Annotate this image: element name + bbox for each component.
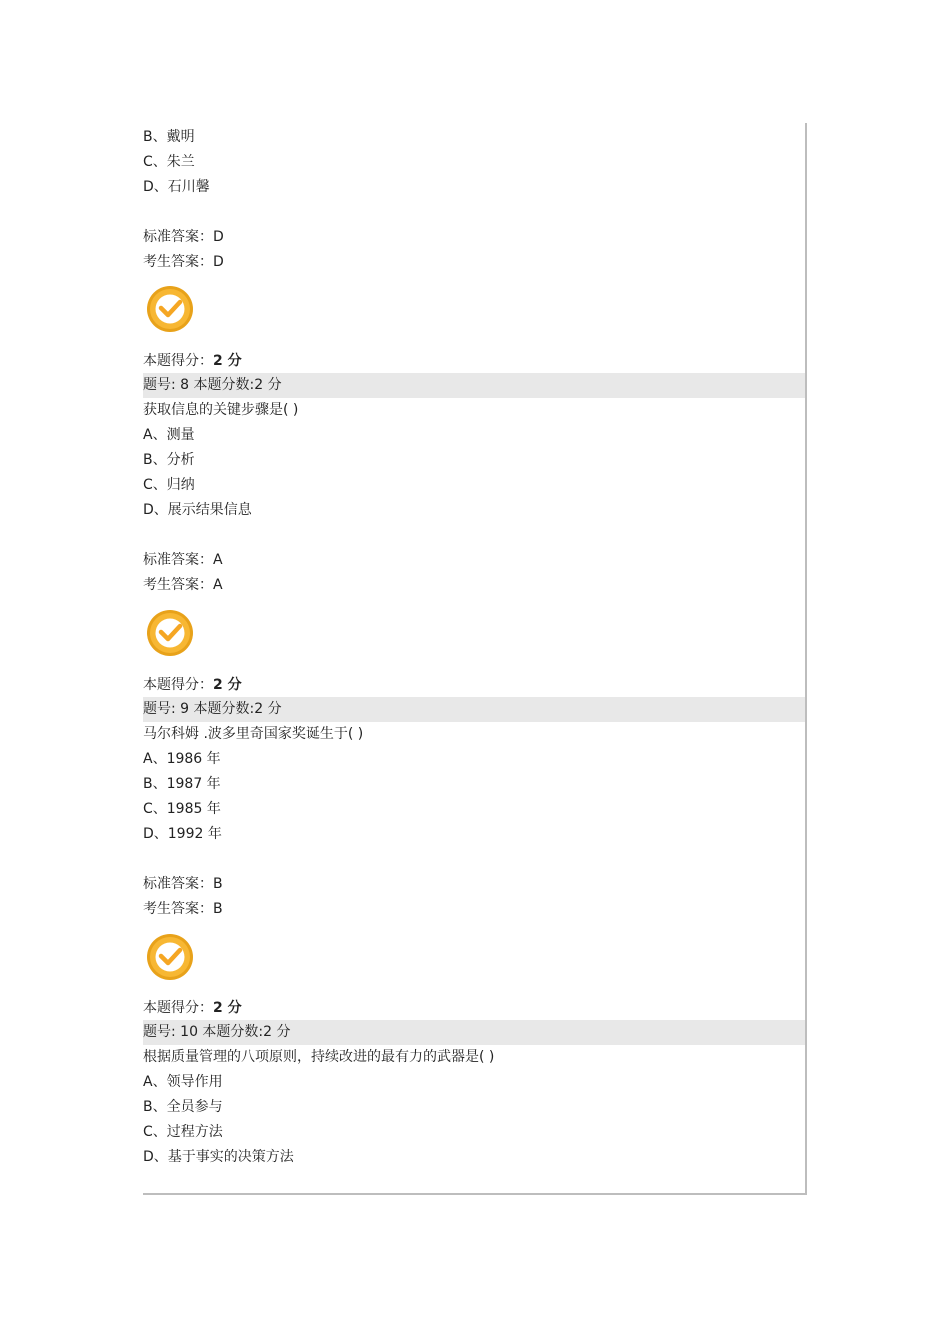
student-answer-value: B: [213, 901, 223, 917]
standard-answer-label: 标准答案：: [143, 876, 213, 892]
option-b: B、1987 年: [143, 776, 221, 792]
check-circle-icon: [145, 608, 195, 658]
score-value: 2 分: [213, 677, 242, 693]
score-label: 本题得分：: [143, 353, 213, 369]
option-d: D、基于事实的决策方法: [143, 1149, 294, 1165]
option-a: A、测量: [143, 427, 195, 443]
option-a: A、领导作用: [143, 1074, 223, 1090]
score-value: 2 分: [213, 1000, 242, 1016]
option-b: B、分析: [143, 452, 195, 468]
option-b: B、戴明: [143, 129, 195, 145]
option-d: D、石川馨: [143, 179, 210, 195]
score-value: 2 分: [213, 353, 242, 369]
question-score: [143, 351, 242, 371]
option-b: B、全员参与: [143, 1099, 223, 1115]
standard-answer: [143, 550, 223, 570]
standard-answer-label: 标准答案：: [143, 552, 213, 568]
question-header: 题号: 9 本题分数:2 分: [143, 697, 805, 722]
student-answer-label: 考生答案：: [143, 901, 213, 917]
option-a: A、1986 年: [143, 751, 221, 767]
student-answer: [143, 252, 224, 272]
standard-answer: [143, 874, 223, 894]
option-c: C、1985 年: [143, 801, 221, 817]
standard-answer-value: D: [213, 229, 224, 245]
question-header: 题号: 8 本题分数:2 分: [143, 373, 805, 398]
standard-answer: [143, 227, 224, 247]
score-label: 本题得分：: [143, 677, 213, 693]
question-score: [143, 675, 242, 695]
option-d: D、展示结果信息: [143, 502, 252, 518]
student-answer-value: D: [213, 254, 224, 270]
student-answer-value: A: [213, 577, 223, 593]
standard-answer-label: 标准答案：: [143, 229, 213, 245]
student-answer-label: 考生答案：: [143, 254, 213, 270]
question-text: 根据质量管理的八项原则，持续改进的最有力的武器是( ): [143, 1049, 495, 1065]
question-text: 获取信息的关键步骤是( ): [143, 402, 299, 418]
student-answer: [143, 899, 223, 919]
question-header: 题号: 10 本题分数:2 分: [143, 1020, 805, 1045]
student-answer: [143, 575, 223, 595]
check-circle-icon: [145, 932, 195, 982]
score-label: 本题得分：: [143, 1000, 213, 1016]
standard-answer-value: B: [213, 876, 223, 892]
question-text: 马尔科姆 .波多里奇国家奖诞生于( ): [143, 726, 364, 742]
option-c: C、归纳: [143, 477, 195, 493]
option-c: C、过程方法: [143, 1124, 223, 1140]
check-circle-icon: [145, 284, 195, 334]
student-answer-label: 考生答案：: [143, 577, 213, 593]
option-c: C、朱兰: [143, 154, 195, 170]
question-score: [143, 998, 242, 1018]
option-d: D、1992 年: [143, 826, 222, 842]
exam-review-panel: [143, 123, 807, 1195]
standard-answer-value: A: [213, 552, 223, 568]
